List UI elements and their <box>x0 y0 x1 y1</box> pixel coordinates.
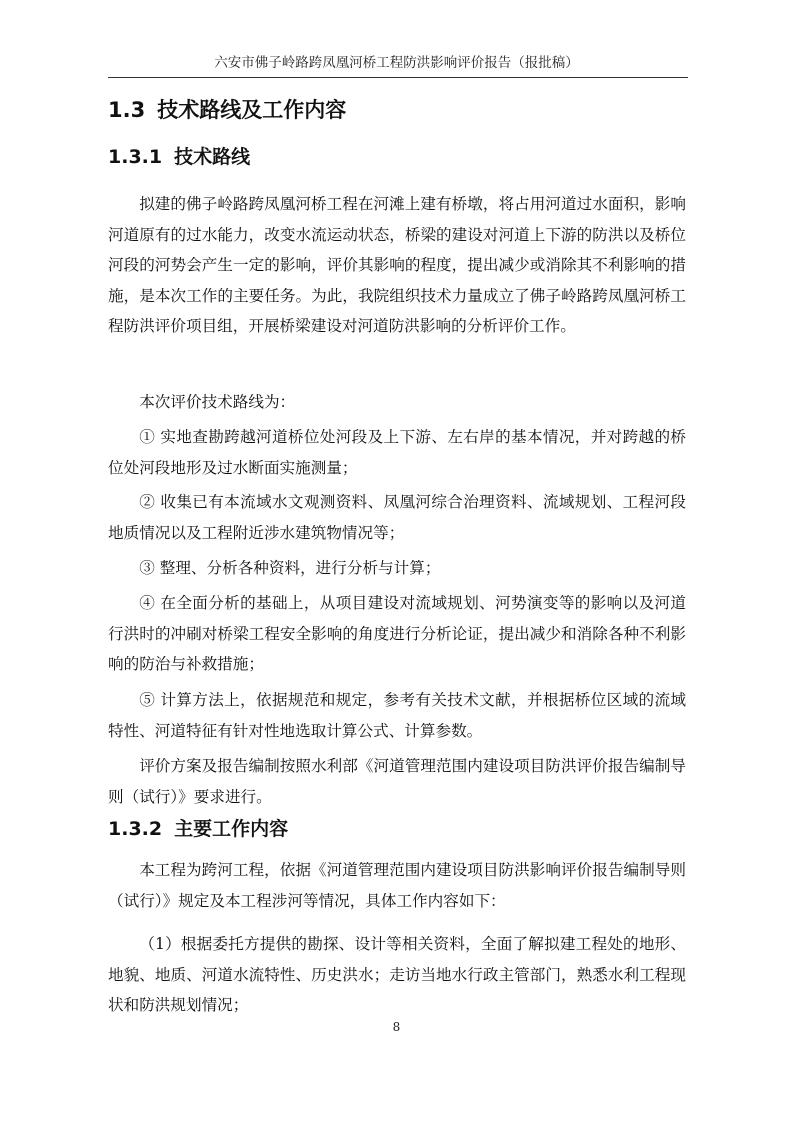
subsection-number: 1.3.1 <box>108 146 163 168</box>
paragraph-route-item-4: ④ 在全面分析的基础上，从项目建设对流域规划、河势演变等的影响以及河道行洪时的冲刷对桥梁工程安全影响的角度进行分析论证，提出减少和消除各种不利影响的防治与补救措施； <box>108 594 686 673</box>
header-rule <box>108 77 688 78</box>
running-header: 六安市佛子岭路跨凤凰河桥工程防洪影响评价报告（报批稿） <box>214 55 579 71</box>
paragraph-route-standard: 评价方案及报告编制按照水利部《河道管理范围内建设项目防洪评价报告编制导则（试行）》要求进行。 <box>108 757 686 806</box>
subsection-number: 1.3.2 <box>108 818 163 840</box>
section-title: 技术路线及工作内容 <box>157 98 347 122</box>
paragraph-work-intro: 本工程为跨河工程，依据《河道管理范围内建设项目防洪影响评价报告编制导则（试行）》规定及本工程涉河等情况，具体工作内容如下： <box>108 861 686 910</box>
subsection-title: 技术路线 <box>174 146 251 168</box>
paragraph-route-lead: 本次评价技术路线为： <box>139 393 296 411</box>
paragraph-route-item-1: ① 实地查勘跨越河道桥位处河段及上下游、左右岸的基本情况，并对跨越的桥位处河段地形及过水断面实施测量； <box>108 428 686 477</box>
subsection-heading-1-3-2 <box>108 816 288 842</box>
page-number: 8 <box>392 1020 401 1034</box>
paragraph-intro: 拟建的佛子岭路跨凤凰河桥工程在河滩上建有桥墩，将占用河道过水面积，影响河道原有的过水能力，改变水流运动状态，桥梁的建设对河道上下游的防洪以及桥位河段的河势会产生一定的影响，评价其影响的程度，提出减少或消除其不利影响的措施，是本次工作的主要任务。为此，我院组织技术力量成立了佛子岭路跨凤凰河桥工程防洪评价项目组，开展桥梁建设对河道防洪影响的分析评价工作。 <box>108 195 686 335</box>
subsection-heading-1-3-1 <box>108 144 250 170</box>
paragraph-route-item-3: ③ 整理、分析各种资料，进行分析与计算； <box>139 559 441 577</box>
paragraph-work-item-1: （1）根据委托方提供的勘探、设计等相关资料，全面了解拟建工程处的地形、地貌、地质、河道水流特性、历史洪水；走访当地水行政主管部门，熟悉水利工程现状和防洪规划情况； <box>108 935 686 1014</box>
section-heading-1-3 <box>108 96 346 124</box>
paragraph-route-item-5: ⑤ 计算方法上，依据规范和规定，参考有关技术文献，并根据桥位区域的流域特性、河道特征有针对性地选取计算公式、计算参数。 <box>108 691 686 740</box>
subsection-title: 主要工作内容 <box>174 818 289 840</box>
section-number: 1.3 <box>108 98 146 122</box>
paragraph-route-item-2: ② 收集已有本流域水文观测资料、凤凰河综合治理资料、流域规划、工程河段地质情况以及工程附近涉水建筑物情况等； <box>108 493 686 542</box>
